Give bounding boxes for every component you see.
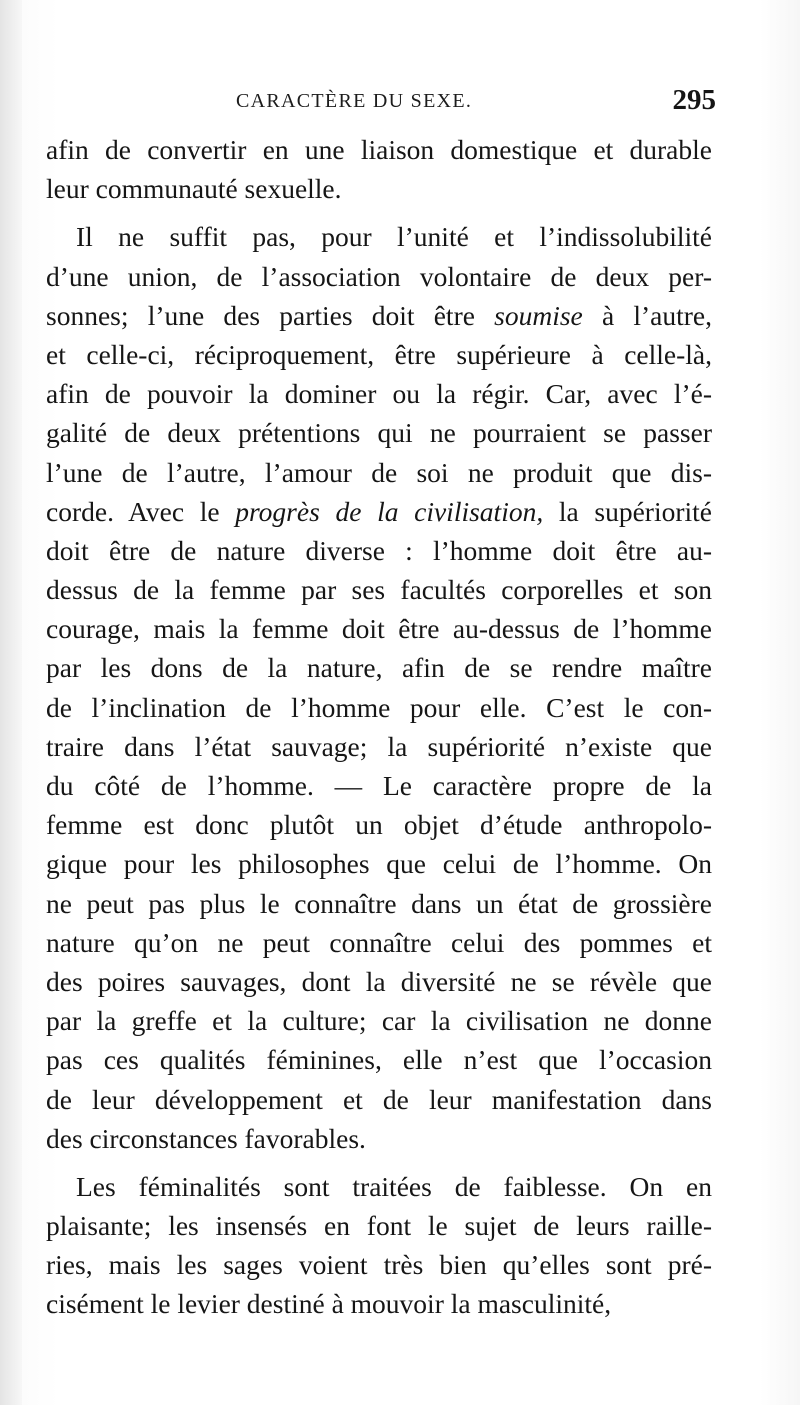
- text-run: doit être de nature diverse : l’homme doit être au-: [46, 534, 712, 566]
- text-line: [46, 531, 712, 570]
- text-run: plaisante; les insensés en font le sujet de leurs raille-: [46, 1210, 712, 1242]
- text-run: cisément le levier destiné à mouvoir la masculinité,: [46, 1288, 612, 1320]
- text-run: des circonstances favorables.: [46, 1122, 366, 1154]
- text-line: [46, 257, 712, 296]
- running-title: CARACTÈRE DU SEXE.: [236, 90, 473, 112]
- text-line: [46, 648, 712, 687]
- running-head: [46, 86, 716, 120]
- text-run: de l’inclination de l’homme pour elle. C’est le con-: [46, 691, 712, 723]
- text-run: de leur développement et de leur manifestation dans: [46, 1083, 712, 1115]
- paragraph: [46, 1167, 712, 1324]
- binding-shadow: [0, 0, 22, 1405]
- text-run: dessus de la femme par ses facultés corporelles et son: [46, 574, 712, 606]
- text-run: la supériorité: [543, 495, 712, 527]
- text-run: Il ne suffit pas, pour l’unité et l’indissolubilité: [76, 221, 712, 253]
- paragraph: [46, 130, 712, 208]
- text-run: Les féminalités sont traitées de faiblesse. On en: [76, 1170, 712, 1202]
- text-run: femme est donc plutôt un objet d’étude anthropolo-: [46, 809, 712, 841]
- text-line: [46, 766, 712, 805]
- text-line: [46, 374, 712, 413]
- text-run: par les dons de la nature, afin de se rendre maître: [46, 652, 712, 684]
- text-line: [46, 844, 712, 883]
- text-run: l’une de l’autre, l’amour de soi ne produit que dis-: [46, 456, 712, 488]
- paragraph-gap: [46, 1158, 712, 1167]
- emphasized-text: progrès de la civilisation,: [235, 495, 544, 527]
- text-line: [46, 1245, 712, 1284]
- text-run: à l’autre,: [582, 299, 712, 331]
- text-line: [46, 688, 712, 727]
- page-number: 295: [672, 84, 716, 116]
- text-line: [46, 335, 712, 374]
- text-line: [46, 1284, 712, 1323]
- text-run: gique pour les philosophes que celui de l’homme. On: [46, 848, 712, 880]
- text-run: courage, mais la femme doit être au-dessus de l’homme: [46, 613, 712, 645]
- text-run: du côté de l’homme. — Le caractère propre de la: [46, 770, 712, 801]
- body-text: [46, 130, 712, 1324]
- text-run: leur communauté sexuelle.: [46, 173, 342, 205]
- text-run: par la greffe et la culture; car la civilisation ne donne: [46, 1005, 712, 1037]
- text-line: [46, 169, 712, 208]
- text-line: [46, 727, 712, 766]
- emphasized-text: soumise: [494, 299, 583, 331]
- text-run: ries, mais les sages voient très bien qu’elles sont pré-: [46, 1249, 712, 1281]
- text-run: des poires sauvages, dont la diversité ne se révèle que: [46, 965, 712, 997]
- text-line: [46, 1080, 712, 1119]
- text-run: galité de deux prétentions qui ne pourraient se passer: [46, 417, 712, 449]
- text-run: ne peut pas plus le connaître dans un état de grossière: [46, 887, 712, 919]
- text-run: nature qu’on ne peut connaître celui des pommes et: [46, 926, 712, 958]
- text-line: [46, 609, 712, 648]
- text-run: sonnes; l’une des parties doit être: [46, 299, 495, 331]
- text-line: [46, 884, 712, 923]
- text-line: [46, 453, 712, 492]
- text-line: [46, 217, 712, 256]
- text-line: [46, 1040, 712, 1079]
- text-line: [46, 1167, 712, 1206]
- text-line: [46, 492, 712, 531]
- text-line: [46, 130, 712, 169]
- text-line: [46, 570, 712, 609]
- paragraph-gap: [46, 208, 712, 217]
- text-line: [46, 1119, 712, 1158]
- text-line: [46, 805, 712, 844]
- paragraph: [46, 217, 712, 1158]
- text-line: [46, 923, 712, 962]
- text-run: traire dans l’état sauvage; la supériorité n’existe que: [46, 730, 712, 762]
- text-run: et celle-ci, réciproquement, être supérieure à celle-là,: [46, 338, 712, 370]
- text-line: [46, 296, 712, 335]
- text-run: corde. Avec le: [46, 495, 236, 527]
- text-run: pas ces qualités féminines, elle n’est que l’occasion: [46, 1044, 712, 1076]
- text-line: [46, 962, 712, 1001]
- text-run: afin de pouvoir la dominer ou la régir. Car, avec l’é-: [46, 378, 712, 410]
- text-run: d’une union, de l’association volontaire de deux per-: [46, 260, 712, 292]
- text-line: [46, 1206, 712, 1245]
- text-line: [46, 1001, 712, 1040]
- text-run: afin de convertir en une liaison domestique et durable: [46, 134, 712, 165]
- text-line: [46, 413, 712, 452]
